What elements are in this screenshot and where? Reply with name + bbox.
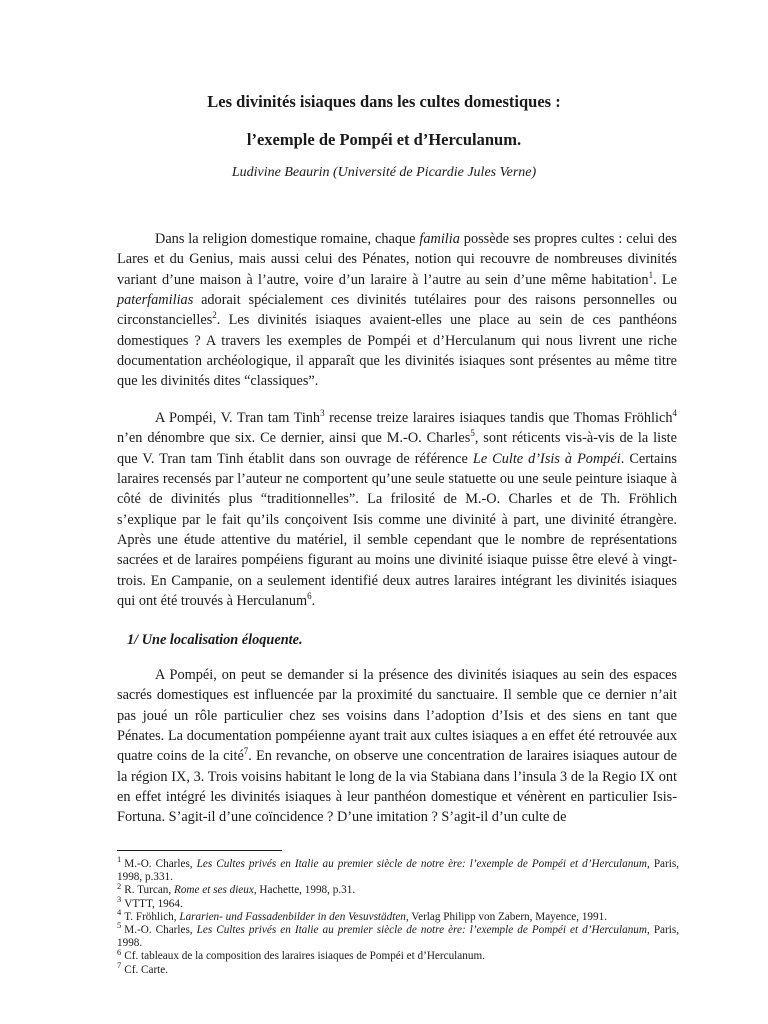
- text-span: , sont réticents vis-à-vis de la liste que V. Tran tam Tinh établit dans son ouvrage de référence: [117, 430, 677, 467]
- footnote-ref-7[interactable]: 7: [243, 746, 249, 757]
- text-span: Dans la religion domestique romaine, chaque: [155, 231, 420, 247]
- title-line-2: l’exemple de Pompéi et d’Herculanum.: [246, 130, 522, 149]
- footnote-number: 7: [117, 959, 122, 970]
- footnote-7: [117, 959, 679, 977]
- text-span: Cf. Carte.: [124, 963, 169, 976]
- text-span: R. Turcan,: [124, 884, 174, 897]
- footnote-number: 3: [117, 893, 122, 904]
- footnote-ref-6[interactable]: 6: [307, 591, 312, 602]
- footnote-6: [117, 946, 679, 963]
- footnotes: [117, 854, 680, 977]
- text-span: .: [311, 593, 316, 610]
- footnote-ref-1[interactable]: 1: [648, 269, 654, 280]
- text-span: A Pompéi, on peut se demander si la présence des divinités isiaques au sein des espaces sacrés domestiques est influencée par la proximité du sanctuaire. Il semble que ce dernier n’ait pas joué un rôle particulier chez ses voisins dans l’adoption d’Isis et des siens en tant que Pénates. La documentation pompéienne ayant trait aux cultes isiaques a en effet été retrouvée aux quatre coins de la cité: [117, 667, 677, 765]
- footnote-4: [117, 907, 679, 924]
- footnote-2: [117, 880, 679, 897]
- text-span: , Hachette, 1998, p.31.: [253, 884, 356, 897]
- footnote-number: 2: [117, 880, 122, 891]
- footnote-1: [117, 854, 680, 884]
- text-span: . En revanche, on observe une concentration de laraires isiaques autour de la région IX, 3. Trois voisins habitant le long de la via Stabiana dans l’insula 3 de la Regio IX ont en effet intégré les divinités isiaques à leur panthéon domestique et vénèrent en particulier Isis-Fortuna. S’agit-il d’une coïncidence ? D’une imitation ? S’agit-il d’un culte de: [117, 748, 677, 826]
- footnote-separator: [117, 850, 282, 851]
- text-span: Cf. tableaux de la composition des laraires isiaques de Pompéi et d’Herculanum.: [124, 950, 485, 963]
- paragraph-1: [117, 229, 677, 411]
- text-span: , Paris, 1998, p.331.: [117, 858, 680, 884]
- text-span: possède ses propres cultes : celui des Lares et du Genius, mais aussi celui des Pénates, notion qui recouvre de nombreuses divinités variant d’une maison à l’autre, voire d’un laraire à l’autre au sein d’une même habitation: [117, 231, 677, 288]
- footnote-ref-2[interactable]: 2: [212, 310, 217, 321]
- text-span: recense treize laraires isiaques tandis que Thomas Fröhlich: [324, 410, 673, 426]
- text-span: adorait spécialement ces divinités tutélaires pour des raisons personnelles ou circonstancielles: [117, 292, 677, 329]
- title-line-1: Les divinités isiaques dans les cultes domestiques :: [207, 92, 561, 111]
- footnote-number: 1: [117, 854, 122, 865]
- footnote-ref-4[interactable]: 4: [672, 408, 677, 419]
- footnote-ref-3[interactable]: 3: [320, 408, 325, 419]
- text-span: , Paris, 1998.: [117, 924, 680, 950]
- footnote-number: 4: [117, 907, 122, 918]
- footnote-ref-5[interactable]: 5: [470, 428, 475, 439]
- text-span: A Pompéi, V. Tran tam Tinh: [155, 410, 321, 426]
- footnote-number: 6: [117, 946, 122, 957]
- text-span: , Verlag Philipp von Zabern, Mayence, 1991.: [405, 910, 608, 923]
- text-span: M.-O. Charles,: [124, 924, 197, 937]
- book-title: Le Culte d’Isis à Pompéi: [472, 450, 621, 467]
- text-span: VTTT, 1964.: [124, 897, 183, 910]
- cited-title: Rome et ses dieux: [173, 884, 254, 897]
- italic-term: familia: [419, 231, 460, 247]
- author-affiliation: Ludivine Beaurin (Université de Picardie Jules Verne): [231, 165, 537, 180]
- footnote-5: [117, 920, 680, 950]
- cited-title: Les Cultes privés en Italie au premier siècle de notre ère: l’exemple de Pompéi et d’Herculanum: [196, 858, 647, 870]
- paragraph-2: [117, 408, 677, 630]
- text-span: T. Fröhlich,: [124, 910, 180, 923]
- text-span: M.-O. Charles,: [124, 858, 197, 870]
- text-span: . Les divinités isiaques avaient-elles une place au sein de ces panthéons domestiques ? A travers les exemples de Pompéi et d’Herculanum qui nous livrent une riche documentation archéologique, il apparaît que les divinités isiaques sont présentes au même titre que les divinités dites “classiques”.: [117, 312, 677, 390]
- cited-title: Lararien- und Fassadenbilder in den Vesuvstädten: [179, 910, 406, 923]
- text-span: . Certains laraires recensés par l’auteur ne comportent qu’une seule statuette ou une seule peinture isiaque à côté de divinités plus “traditionnelles”. La frilosité de M.-O. Charles et de Th. Fröhlich s’explique par le fait qu’ils conçoivent Isis comme une divinité à part, une divinité étrangère. Après une étude attentive du matériel, il semble cependant que le nombre de représentations sacrées et de laraires pompéiens figurant au moins une divinité isiaque puisse être elevé à vingt-trois. En Campanie, on a seulement identifié deux autres laraires intégrant les divinités isiaques qui ont été trouvés à Herculanum: [117, 450, 677, 610]
- section-heading: 1/ Une localisation éloquente.: [127, 632, 303, 648]
- italic-term: paterfamilias: [117, 292, 194, 309]
- footnote-3: [117, 893, 679, 911]
- text-span: n’en dénombre que six. Ce dernier, ainsi que M.-O. Charles: [117, 430, 471, 447]
- cited-title: Les Cultes privés en Italie au premier siècle de notre ère: l’exemple de Pompéi et d’Herculanum: [196, 924, 647, 937]
- footnote-number: 5: [117, 920, 122, 931]
- paragraph-3: [117, 665, 677, 847]
- text-span: . Le: [653, 271, 677, 288]
